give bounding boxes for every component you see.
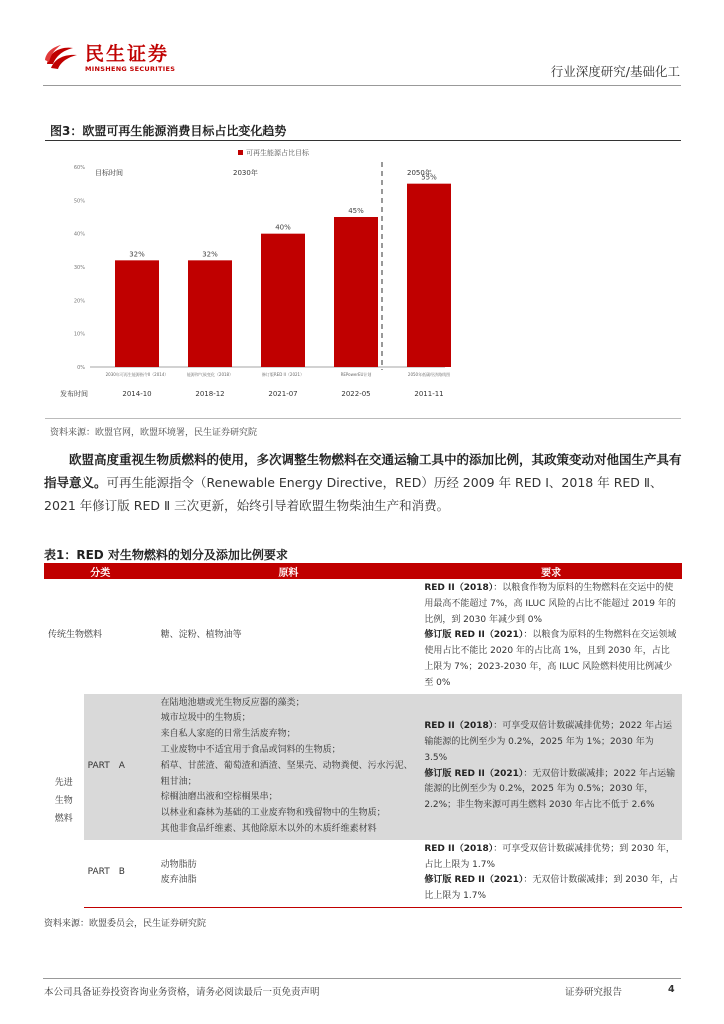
header-requirements: 要求 <box>420 563 682 579</box>
part-a-materials <box>157 694 421 840</box>
material-item: 来自私人家庭的日常生活废弃物； <box>160 729 296 740</box>
footer-report-type: 证券研究报告 <box>565 987 623 998</box>
material-item: 城市垃圾中的生物质； <box>160 713 251 724</box>
logo-english: MINSHENG SECURITIES <box>85 65 176 73</box>
report-category: 行业深度研究/基础化工 <box>550 64 680 79</box>
material-item: 废弃油脂 <box>160 875 197 886</box>
group-label-2030: 2030年 <box>233 169 258 177</box>
company-logo <box>43 42 175 74</box>
figure-source: 资料来源：欧盟官网，欧盟环境署，民生证券研究院 <box>50 428 258 438</box>
page-header <box>0 0 724 90</box>
x-category-label: 能源和气候变化（2018） <box>186 372 234 377</box>
table-header-row <box>44 563 682 579</box>
material-item: 棕榈油磨出液和空棕榈果串； <box>160 792 278 803</box>
table-title: 表1：RED 对生物燃料的划分及添加比例要求 <box>44 548 288 562</box>
bar <box>188 260 232 367</box>
req-label: RED II（2018） <box>424 721 494 732</box>
material-item: 以林业和森林为基础的工业废弃物和残留物中的生物质； <box>160 808 386 819</box>
material-item: 稻草、甘蔗渣、葡萄渣和酒渣、坚果壳、动物粪便、污水污泥、粗甘油； <box>160 760 413 787</box>
release-date-label: 2011-11 <box>414 390 444 398</box>
advanced-category <box>44 694 84 908</box>
red-requirements-table <box>44 563 682 908</box>
paragraph-text: 可再生能源指令（Renewable Energy Directive，RED）历经 2009 年 RED Ⅰ、2018 年 RED Ⅱ、2021 年修订版 RED Ⅱ 三次更新，始终引导着欧盟生物柴油生产和消费。 <box>44 475 663 513</box>
req-label: 修订版 RED II（2021） <box>424 630 524 641</box>
release-date-label: 2014-10 <box>122 390 152 398</box>
traditional-materials: 糖、淀粉、植物油等 <box>157 579 421 694</box>
y-tick-label: 10% <box>73 331 85 338</box>
req-label: 修订版 RED II（2021） <box>424 875 524 886</box>
traditional-requirements <box>420 579 682 694</box>
figure-title-rule <box>45 140 681 141</box>
body-paragraph <box>44 448 682 517</box>
x-category-label: 修订版RED II（2021） <box>261 372 305 377</box>
bar-value-label: 40% <box>275 223 291 232</box>
req-text: ：无双倍计数碳减排；到 2030 年，占比上限为 1.7% <box>424 875 679 902</box>
bar <box>334 217 378 367</box>
part-b-label: PART B <box>84 840 157 908</box>
release-date-label: 2022-05 <box>341 390 371 398</box>
material-item: 动物脂肪 <box>160 859 197 870</box>
req-text: ：以粮食为原料的生物燃料在交运领域使用占比不能比 2020 年的占比高 1%，且到 2030 年，占比上限为 7%；2023-2030 年，高 ILUC 风险燃料使用比例减少至 0% <box>424 630 677 688</box>
y-tick-label: 20% <box>73 298 85 305</box>
req-text: ：可享受双倍计数碳减排优势；2022 年占运输能源的比例至少为 0.2%，2025 年为 1%；2030 年为 3.5% <box>424 721 673 763</box>
release-time-label: 发布时间 <box>60 390 88 398</box>
req-label: RED II（2018） <box>424 843 494 854</box>
y-tick-label: 60% <box>73 165 85 171</box>
target-time-label: 目标时间 <box>95 169 123 177</box>
material-item: 在陆地池塘或光生物反应器的藻类； <box>160 697 305 708</box>
x-category-label: 2050年低碳经济路线图 <box>407 372 451 377</box>
part-b-requirements <box>420 840 682 908</box>
bar-value-label: 32% <box>129 250 145 259</box>
bar-value-label: 32% <box>202 250 218 259</box>
y-tick-label: 50% <box>73 198 85 205</box>
y-tick-label: 40% <box>73 231 85 238</box>
req-label: 修订版 RED II（2021） <box>424 768 524 779</box>
traditional-category: 传统生物燃料 <box>44 579 157 694</box>
x-category-label: 2030年可再生能源指令II（2014） <box>105 372 169 377</box>
bar-value-label: 45% <box>348 207 364 215</box>
material-item: 其他非食品纤维素、其他除原木以外的木质纤维素材料 <box>160 823 377 834</box>
footer-divider <box>43 978 681 979</box>
bar <box>261 234 305 367</box>
logo-chinese: 民生证券 <box>85 43 170 65</box>
figure-title: 图3：欧盟可再生能源消费目标占比变化趋势 <box>50 124 287 138</box>
header-category: 分类 <box>44 563 157 579</box>
group-label-2050: 2050年 <box>407 169 432 177</box>
part-b-materials <box>157 840 421 908</box>
minsheng-logo-icon <box>43 42 79 74</box>
footer-disclaimer: 本公司具备证券投资咨询业务资格，请务必阅读最后一页免责声明 <box>44 987 320 998</box>
part-a-requirements <box>420 694 682 840</box>
table-source: 资料来源：欧盟委员会，民生证券研究院 <box>44 919 207 929</box>
table-row <box>44 694 682 840</box>
renewable-target-bar-chart <box>45 142 681 417</box>
legend-swatch <box>238 150 243 155</box>
y-tick-label: 0% <box>77 365 85 371</box>
release-date-label: 2021-07 <box>268 390 298 398</box>
release-date-label: 2018-12 <box>195 390 225 398</box>
figure-source-rule <box>45 418 681 419</box>
bar <box>115 260 159 367</box>
req-text: ：可享受双倍计数碳减排优势；到 2030 年，占比上限为 1.7% <box>424 843 675 870</box>
bar <box>407 184 451 367</box>
part-a-label: PART A <box>84 694 157 840</box>
header-materials: 原料 <box>157 563 421 579</box>
paragraph-bold: 欧盟高度重视生物质燃料的使用，多次调整生物燃料在交通运输工具中的添加比例，其政策变动对他国生产具有指导意义。 <box>44 452 682 490</box>
req-text: ：无双倍计数碳减排；2022 年占运输能源的比例至少为 0.2%，2025 年为 0.5%；2030 年，2.2%；非生物来源可再生燃料 2030 年占比不低于 2.6% <box>424 768 676 811</box>
table-row <box>44 579 682 694</box>
req-label: RED II（2018） <box>424 583 494 593</box>
header-divider <box>43 85 681 86</box>
req-text: ：以粮食作物为原料的生物燃料在交运中的使用最高不能超过 7%，高 ILUC 风险的占比不能超过 2019 年的比例，到 2030 年减少到 0% <box>424 583 676 625</box>
table-row <box>44 840 682 908</box>
bar-value-label: 55% <box>421 173 437 182</box>
x-category-label: REPowerEU计划 <box>340 372 372 377</box>
legend-label: 可再生能源占比目标 <box>246 149 309 157</box>
page-number: 4 <box>668 984 675 995</box>
y-tick-label: 30% <box>73 265 85 271</box>
advanced-category-text: 先进生物燃料 <box>54 777 73 824</box>
material-item: 工业废物中不适宜用于食品或饲料的生物质； <box>160 744 341 755</box>
